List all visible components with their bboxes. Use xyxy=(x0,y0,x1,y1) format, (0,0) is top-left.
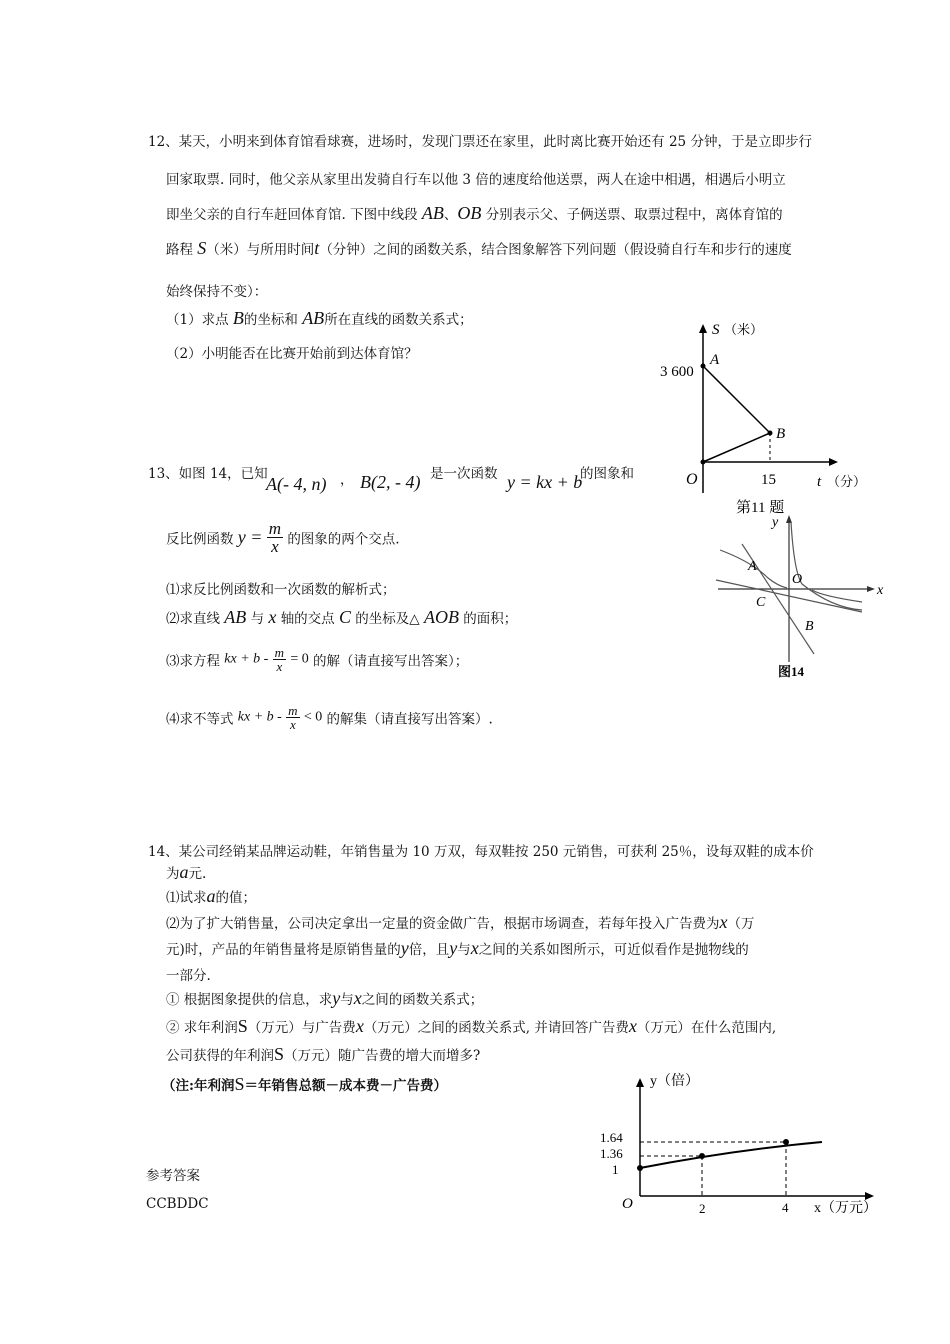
var-s: S xyxy=(274,1044,285,1064)
q14-text: （万元）与广告费 xyxy=(247,1020,356,1036)
q13-tail-text: 的图象和 xyxy=(580,466,634,482)
q13-text: 与 xyxy=(250,611,265,627)
q13-text: 的坐标及△ xyxy=(355,611,420,627)
q13-part-1: ⑴求反比例函数和一次函数的解析式； xyxy=(166,582,396,598)
q14-note xyxy=(162,1074,447,1095)
fig-q14-origin: O xyxy=(622,1196,633,1212)
q14-text: 元. xyxy=(188,866,207,882)
q13-text: 的图象的两个交点. xyxy=(287,531,400,548)
q14-sub-1 xyxy=(166,988,483,1009)
fraction-numerator: m xyxy=(274,645,285,660)
fig-q14-x2: 2 xyxy=(699,1201,706,1216)
fig11-point-b: B xyxy=(776,426,786,442)
fig-q14-v164: 1.64 xyxy=(600,1130,623,1145)
q14-sub-2 xyxy=(166,1016,776,1037)
q13-inequality-rhs: < 0 xyxy=(303,709,323,725)
var-t: t xyxy=(314,238,320,258)
fig-q14-v1: 1 xyxy=(612,1162,619,1177)
q14-part-1 xyxy=(166,886,256,907)
figure-14 xyxy=(712,512,892,684)
q12-line-3 xyxy=(166,203,783,224)
answers-text: CCBDDC xyxy=(146,1196,209,1212)
q14-text: 与 xyxy=(457,942,471,958)
q14-text: 之间的关系如图所示，可近似看作是抛物线的 xyxy=(478,942,749,958)
var-x: x xyxy=(355,1016,364,1036)
fig14-point-b: B xyxy=(805,619,814,634)
q12-text: （米）与所用时间 xyxy=(206,242,315,258)
fraction-denominator: x xyxy=(289,717,296,732)
fraction-numerator: m xyxy=(268,519,282,538)
triangle-aob: AOB xyxy=(423,607,459,627)
q13-line-1 xyxy=(148,462,268,482)
var-s: S xyxy=(234,1074,245,1094)
q13-line-2 xyxy=(166,520,400,555)
fig11-origin: O xyxy=(686,471,698,488)
fig11-t-unit: （分） xyxy=(827,474,867,489)
q13-text: 反比例函数 xyxy=(166,531,234,548)
q12-text: （分钟）之间的函数关系，结合图象解答下列问题（假设骑自行车和步行的速度 xyxy=(319,242,792,258)
var-s: S xyxy=(197,238,207,258)
q14-text: 倍，且 xyxy=(408,942,450,958)
q13-linear-function: y = kx + b xyxy=(507,472,583,492)
q14-text: ⑵为了扩大销售量，公司决定拿出一定量的资金做广告，根据市场调查，若每年投入广告费为 xyxy=(166,916,720,932)
q13-inequality-lhs: kx + b - xyxy=(237,709,282,725)
q13-part-4 xyxy=(166,704,493,731)
fig11-point-a: A xyxy=(710,352,720,368)
q14-text: 公司获得的年利润 xyxy=(166,1048,274,1064)
fig-q14-v136: 1.36 xyxy=(600,1146,623,1161)
q14-text: （万元）之间的函数关系式, 并请回答广告费 xyxy=(363,1020,629,1036)
q13-text: 的解（请直接写出答案）； xyxy=(313,653,469,670)
q12-text: 所在直线的函数关系式； xyxy=(324,312,473,328)
segment-ob: OB xyxy=(457,203,482,223)
var-y: y xyxy=(332,988,341,1008)
fig14-x-label: x xyxy=(877,583,884,598)
fig14-y-label: y xyxy=(772,515,779,530)
q13-inverse-lhs: y = xyxy=(237,527,263,547)
q14-text: 为 xyxy=(166,866,180,882)
q14-sub-3 xyxy=(166,1044,480,1065)
fig11-caption: 第11 题 xyxy=(736,500,785,516)
q14-text: 之间的函数关系式； xyxy=(361,992,484,1008)
q14-text: ① 根据图象提供的信息，求 xyxy=(166,992,333,1008)
q13-inverse-fraction xyxy=(267,520,283,555)
q14-text: （万元）在什么范围内, xyxy=(636,1020,777,1036)
q13-text: 轴的交点 xyxy=(280,611,335,627)
var-b: B xyxy=(232,308,244,328)
var-x: x xyxy=(628,1016,637,1036)
q13-equation-rhs: = 0 xyxy=(290,651,309,667)
q14-text: ② 求年利润 xyxy=(166,1020,238,1036)
q14-text: （万 xyxy=(727,916,755,932)
fraction-numerator: m xyxy=(288,703,298,718)
q12-line-4 xyxy=(166,238,792,259)
q12-part-2: （2）小明能否在比赛开始前到达体育馆？ xyxy=(166,346,418,362)
q12-text: 即坐父亲的自行车赶回体育馆. 下图中线段 xyxy=(166,207,418,223)
q14-line-1: 14、某公司经销某品牌运动鞋，年销售量为 10 万双，每双鞋按 250 元销售，可获利 25％，设每双鞋的成本价 xyxy=(148,844,814,860)
separator: 、 xyxy=(443,207,458,223)
q14-text: ⑴试求 xyxy=(166,890,207,906)
var-a: a xyxy=(206,886,216,906)
q14-text: （万元）随广告费的增大而增多? xyxy=(284,1048,481,1064)
q13-text: 的面积； xyxy=(463,611,518,627)
q13-text: ⑷求不等式 xyxy=(166,711,234,728)
note-text: ＝年销售总额－成本费－广告费） xyxy=(244,1078,447,1094)
fig11-t-label: t xyxy=(817,474,822,490)
var-y: y xyxy=(400,938,409,958)
var-y: y xyxy=(449,938,458,958)
fig11-x-value: 15 xyxy=(761,472,776,488)
q12-text: 分别表示父、子俩送票、取票过程中，离体育馆的 xyxy=(485,207,783,223)
fig-q14-x-label: x（万元） xyxy=(814,1201,877,1216)
segment-ab: AB xyxy=(224,607,247,627)
fig14-caption: 图14 xyxy=(778,664,805,679)
var-s: S xyxy=(237,1016,248,1036)
q13-text: ⑵求直线 xyxy=(166,611,220,627)
q13-part-2 xyxy=(166,607,517,628)
q13-point-b: B(2, - 4) xyxy=(360,472,421,492)
q12-part-1 xyxy=(166,308,473,329)
q13-equation-lhs: kx + b - xyxy=(224,651,269,667)
fig14-point-c: C xyxy=(756,595,766,610)
q12-text: （1）求点 xyxy=(166,312,229,328)
figure-q14 xyxy=(594,1070,894,1220)
q14-text: 与 xyxy=(340,992,354,1008)
q12-line-1: 12、某天，小明来到体育馆看球赛，进场时，发现门票还在家里，此时离比赛开始还有 25 分钟，于是立即步行 xyxy=(148,134,812,150)
q13-equation-fraction xyxy=(273,646,286,673)
q14-text: 的值； xyxy=(215,890,256,906)
var-a: a xyxy=(179,862,189,882)
q13-text: ⑶求方程 xyxy=(166,653,220,670)
q14-text: 元)时，产品的年销售量将是原销售量的 xyxy=(166,942,401,958)
q13-point-a: A(- 4, n) xyxy=(266,474,327,494)
q14-part-2-line-3: 一部分. xyxy=(166,968,211,984)
q12-text: 的坐标和 xyxy=(243,312,298,328)
fig14-origin: O xyxy=(792,572,803,587)
q12-line-5: 始终保持不变）： xyxy=(166,284,268,300)
point-c: C xyxy=(338,607,351,627)
fig-q14-x4: 4 xyxy=(782,1200,789,1215)
fraction-denominator: x xyxy=(271,537,279,556)
q13-part-3 xyxy=(166,646,468,673)
figure-11 xyxy=(650,318,880,528)
answers-title: 参考答案 xyxy=(146,1168,200,1184)
q13-inequality-fraction xyxy=(286,704,299,731)
segment-ab: AB xyxy=(421,203,444,223)
q12-text: 路程 xyxy=(166,242,193,258)
fig14-point-a: A xyxy=(748,559,757,574)
q14-part-2-line-2 xyxy=(166,938,749,959)
fig11-s-label: S xyxy=(712,322,720,338)
q12-line-2: 回家取票. 同时，他父亲从家里出发骑自行车以他 3 倍的速度给他送票，两人在途中相遇，相遇后小明立 xyxy=(166,172,786,188)
var-x: x xyxy=(268,607,277,627)
q14-part-2 xyxy=(166,912,755,933)
q13-mid-text: 是一次函数 xyxy=(430,466,498,482)
q14-line-2 xyxy=(166,862,206,883)
fig11-unit: （米） xyxy=(724,322,764,337)
q13-text: 的解集（请直接写出答案）. xyxy=(326,711,493,728)
var-x: x xyxy=(470,938,479,958)
var-x: x xyxy=(353,988,362,1008)
fig-q14-y-label: y（倍） xyxy=(650,1074,699,1089)
fig11-y-value: 3 600 xyxy=(660,364,694,380)
q13-comma: ， xyxy=(340,472,354,488)
segment-ab: AB xyxy=(302,308,325,328)
note-text: （注:年利润 xyxy=(162,1078,235,1094)
fraction-denominator: x xyxy=(276,659,283,674)
var-x: x xyxy=(719,912,728,932)
q13-text: 13、如图 14，已知 xyxy=(148,466,268,482)
